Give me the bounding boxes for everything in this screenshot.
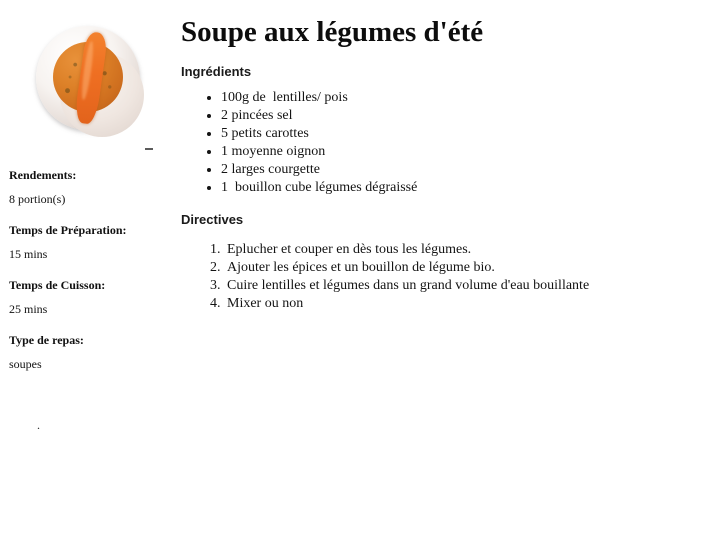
meta-label-yield: Rendements:: [9, 168, 77, 182]
soup-photo-image: [22, 8, 154, 156]
directions-heading: Directives: [181, 212, 244, 227]
trailing-period: .: [37, 418, 40, 432]
recipe-content: [181, 0, 721, 313]
list-item: 3. Cuire lentilles et légumes dans un grand volume d'eau bouillante: [224, 277, 721, 295]
list-item: • 2 larges courgette: [221, 161, 721, 179]
list-item: 1. Eplucher et couper en dès tous les légumes.: [224, 241, 721, 259]
meta-value-cook-time: 25 mins: [9, 302, 48, 316]
list-item: • 1 moyenne oignon: [221, 143, 721, 161]
list-item: • 100g de lentilles/ pois: [221, 89, 721, 107]
meta-value-meal-type: soupes: [9, 357, 42, 371]
list-item: • 5 petits carottes: [221, 125, 721, 143]
directions-section: [181, 212, 721, 313]
meta-label-prep-time: Temps de Préparation:: [9, 223, 127, 237]
page-title: Soupe aux légumes d'été: [181, 16, 484, 48]
list-item: 4. Mixer ou non: [224, 295, 721, 313]
meta-value-prep-time: 15 mins: [9, 247, 48, 261]
directions-list: [181, 241, 721, 313]
list-item: • 1 bouillon cube légumes dégraissé: [221, 179, 721, 197]
list-item: 2. Ajouter les épices et un bouillon de légume bio.: [224, 259, 721, 277]
recipe-sidebar: [0, 0, 178, 549]
photo-corner-mark: [145, 148, 153, 150]
recipe-photo: [22, 8, 154, 156]
meta-value-yield: 8 portion(s): [9, 192, 66, 206]
meta-label-cook-time: Temps de Cuisson:: [9, 278, 106, 292]
ingredients-list: [181, 89, 721, 197]
recipe-meta-list: [9, 168, 174, 372]
meta-label-meal-type: Type de repas:: [9, 333, 84, 347]
list-item: • 2 pincées sel: [221, 107, 721, 125]
ingredients-heading: Ingrédients: [181, 64, 252, 79]
